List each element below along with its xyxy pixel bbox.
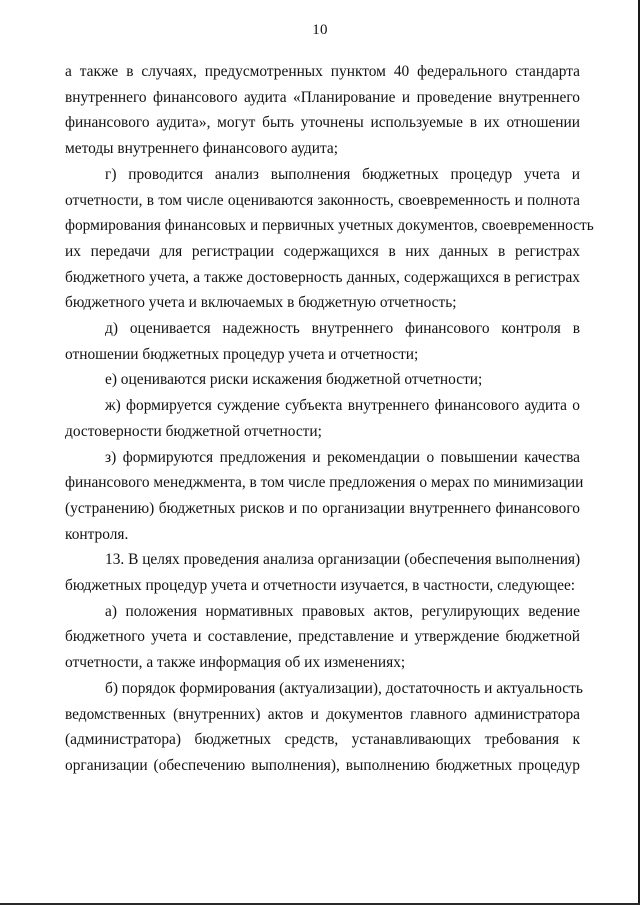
page-number: 10 [312,22,328,38]
text-line: а также в случаях, предусмотренных пунктом 40 федерального стандарта [65,63,580,80]
text-line: з) формируются предложения и рекомендации о повышении качества [105,448,580,466]
text-line: ж) формируется суждение субъекта внутреннего финансового аудита о [105,397,580,415]
text-line: е) оцениваются риски искажения бюджетной отчетности; [105,371,483,389]
text-line: отчетности, а также информация об их изменениях; [65,654,406,672]
text-line: бюджетного учета, а также достоверность данных, содержащихся в регистрах [65,268,580,286]
text-line: их передачи для регистрации содержащихся в них данных в регистрах [65,242,580,260]
text-line: бюджетного учета и включаемых в бюджетную отчетность; [65,294,457,312]
paragraph-section-13 [65,547,580,598]
text-line: организации (обеспечению выполнения), выполнению бюджетных процедур [65,756,580,774]
text-line: формирования финансовых и первичных учетных документов, своевременность [65,217,594,235]
paragraph-item-a [65,599,580,676]
text-line: б) порядок формирования (актуализации), достаточность и актуальность [105,679,583,697]
paragraph-item-d [65,316,580,367]
text-line: отчетности, в том числе оцениваются законность, своевременность и полнота [65,191,580,209]
text-line: достоверности бюджетной отчетности; [65,422,322,440]
paragraph-item-e [65,367,580,393]
text-line: (администратора) бюджетных средств, устанавливающих требования к [65,731,580,749]
text-line: бюджетного учета и составление, представление и утверждение бюджетной [65,628,580,646]
text-line: ведомственных (внутренних) актов и документов главного администратора [65,705,580,723]
text-line: г) проводится анализ выполнения бюджетных процедур учета и [105,165,580,183]
text-line: финансового аудита», могут быть уточнены используемые в их отношении [65,114,580,132]
text-line: 13. В целях проведения анализа организации (обеспечения выполнения) [105,551,581,569]
paragraph-item-g [65,162,594,316]
text-line: д) оценивается надежность внутреннего финансового контроля в [105,320,580,338]
text-line: отношении бюджетных процедур учета и отчетности; [65,345,419,363]
document-body [65,59,594,779]
text-line: внутреннего финансового аудита «Планирование и проведение внутреннего [65,88,580,106]
text-line: финансового менеджмента, в том числе предложения о мерах по минимизации [65,474,584,492]
paragraph-item-b [65,676,583,779]
text-line: (устранению) бюджетных рисков и по организации внутреннего финансового [65,499,580,517]
paragraph-item-zh [65,393,580,444]
text-line: бюджетных процедур учета и отчетности изучается, в частности, следующее: [65,577,576,595]
paragraph-intro-continuation [65,59,580,162]
text-line: контроля. [65,525,129,543]
text-line: методы внутреннего финансового аудита; [65,140,339,158]
paragraph-item-z [65,445,584,548]
text-line: а) положения нормативных правовых актов, регулирующих ведение [105,602,580,620]
